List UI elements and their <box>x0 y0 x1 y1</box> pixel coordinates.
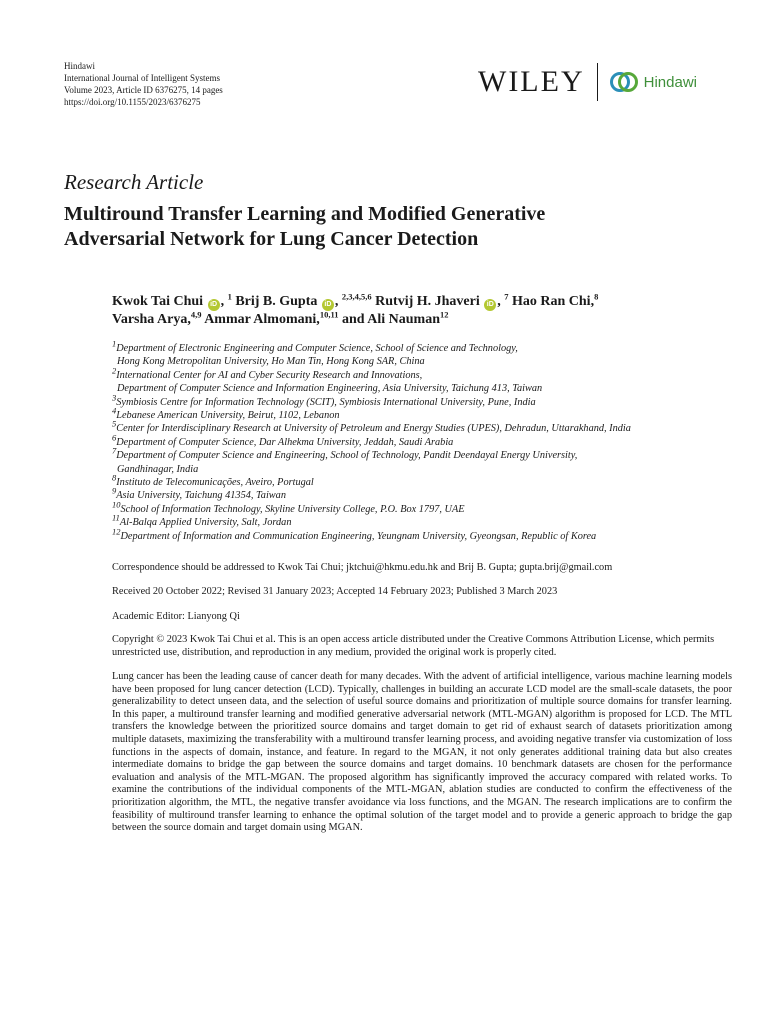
affiliation-item <box>112 472 732 489</box>
author-name: Varsha Arya, <box>112 312 191 327</box>
affiliation-item <box>112 392 732 409</box>
author-name: Kwok Tai Chui <box>112 294 204 309</box>
affiliation-sup: 11 <box>112 512 120 523</box>
affiliation-sup: 6 <box>112 432 117 443</box>
affiliation-sup: 12 <box>112 526 121 537</box>
affiliation-text: International Center for AI and Cyber Security Research and Innovations, <box>116 369 423 381</box>
affiliation-sup: 3 <box>112 392 117 403</box>
affiliation-item <box>112 499 732 516</box>
affiliation-text: Department of Computer Science, Dar Alhekma University, Jeddah, Saudi Arabia <box>116 436 454 448</box>
affiliation-item <box>112 445 732 462</box>
affiliation-sup: 8 <box>112 472 117 483</box>
affiliation-continuation: Department of Computer Science and Information Engineering, Asia University, Taichung 413, Taiwan <box>117 383 543 395</box>
author-name: Ammar Almomani, <box>204 312 320 327</box>
affiliation-item <box>112 512 732 529</box>
affiliation-sup: 7 <box>112 445 117 456</box>
copyright-notice: Copyright © 2023 Kwok Tai Chui et al. This is an open access article distributed under the Creative Commons Attribution License, which permits unrestricted use, distribution, and reproduction in any medium, provided the original work is properly cited. <box>112 634 715 658</box>
affiliation-list <box>112 338 732 543</box>
affiliation-item <box>112 419 732 435</box>
author-affil-sup: 1 <box>227 291 232 302</box>
journal-name: International Journal of Intelligent Systems <box>64 73 220 83</box>
author-name: Hao Ran Chi, <box>512 294 595 309</box>
affiliation-sup: 4 <box>112 405 117 416</box>
affiliation-item <box>112 338 732 355</box>
affiliation-item <box>112 486 732 502</box>
author-affil-sup: 4,9 <box>190 309 202 320</box>
wiley-logo: WILEY <box>478 65 585 98</box>
affiliation-continuation: Gandhinagar, India <box>117 463 199 475</box>
orcid-icon[interactable]: iD <box>322 299 334 311</box>
orcid-icon[interactable]: iD <box>208 299 220 311</box>
article-title <box>64 202 704 252</box>
doi-link[interactable]: https://doi.org/10.1155/2023/6376275 <box>64 97 201 107</box>
publisher-name: Hindawi <box>64 61 95 71</box>
affiliation-text: Department of Information and Communication Engineering, Yeungnam University, Gyeongsan, Republic of Korea <box>120 530 597 542</box>
affiliation-text: Instituto de Telecomunicações, Aveiro, Portugal <box>116 477 314 489</box>
author-affil-sup: 2,3,4,5,6 <box>341 291 372 302</box>
author-separator: , <box>334 294 342 309</box>
title-line: Multiround Transfer Learning and Modified Generative <box>64 203 546 225</box>
volume-line: Volume 2023, Article ID 6376275, 14 pages <box>64 85 223 95</box>
affiliation-sup: 10 <box>112 499 121 510</box>
author-affil-sup: 12 <box>440 309 449 320</box>
author-affil-sup: 7 <box>504 291 509 302</box>
affiliation-text: Lebanese American University, Beirut, 1102, Lebanon <box>116 410 340 422</box>
affiliation-text: Center for Interdisciplinary Research at University of Petroleum and Energy Studies (UPES), Dehradun, Uttarakhand, India <box>116 423 631 435</box>
article-type: Research Article <box>64 170 204 194</box>
affiliation-item <box>112 526 732 543</box>
affiliation-item <box>112 432 732 449</box>
correspondence-line: Correspondence should be addressed to Kwok Tai Chui; jktchui@hkmu.edu.hk and Brij B. Gupta; gupta.brij@gmail.com <box>112 562 613 573</box>
affiliation-sup: 2 <box>112 365 117 376</box>
author-line <box>112 293 732 311</box>
abstract-text: Lung cancer has been the leading cause of cancer death for many decades. With the advent of artificial intelligence, various machine learning models have been proposed for lung cancer detection (LCD). Typically, challenges in building an accurate LCD model are the small-scale datasets, the poor generalizability to detect unseen data, and the selection of useful source domains and prioritization of multiple source domains for transfer learning. In this paper, a multiround transfer learning and modified generative adversarial network (MTL-MGAN) algorithm is proposed for LCD. The MTL transfers the knowledge between the prioritized source domains and target domain to get rid of exhaust search of datasets prioritization among multiple datasets, maximizing the transferability with a multiround transfer learning process, and avoiding negative transfer via customization of loss functions in the aspects of domain, instance, and feature. In regard to the MGAN, it not only generates additional training data but also creates intermediate domains to bridge the gap between the source domains and target domains. 10 benchmark datasets are chosen for the performance evaluation and analysis of the MTL-MGAN. The proposed algorithm has significantly improved the accuracy compared with related works. To examine the contributions of the individual components of the MTL-MGAN, ablation studies are conducted to confirm the effectiveness of the prioritization algorithm, the MTL, the negative transfer avoidance via loss functions, and the MGAN. The research implications are to confirm the feasibility of multiround transfer learning to enhance the optimal solution of the target model and to provide a generic approach to bridge the gap between the source domain and target domain using MGAN. <box>112 671 732 834</box>
hindawi-rings-icon <box>609 71 639 93</box>
author-list <box>112 293 732 329</box>
affiliation-text: Asia University, Taichung 41354, Taiwan <box>116 490 286 502</box>
affiliation-item <box>112 405 732 422</box>
author-affil-sup: 10,11 <box>319 309 339 320</box>
author-separator: , <box>220 294 228 309</box>
affiliation-continuation: Hong Kong Metropolitan University, Ho Man Tin, Hong Kong SAR, China <box>117 356 425 368</box>
affiliation-text: Department of Computer Science and Engineering, School of Technology, Pandit Deendayal Energy University, <box>116 450 578 462</box>
author-name: Rutvij H. Jhaveri <box>375 294 480 309</box>
affiliation-sup: 1 <box>112 338 117 349</box>
hindawi-logo <box>609 71 697 93</box>
affiliation-text: School of Information Technology, Skyline University College, P.O. Box 1797, UAE <box>120 503 465 515</box>
affiliation-text: Symbiosis Centre for Information Technology (SCIT), Symbiosis International University, Pune, India <box>116 396 536 408</box>
dates-line: Received 20 October 2022; Revised 31 January 2023; Accepted 14 February 2023; Published 3 March 2023 <box>112 586 558 597</box>
author-line <box>112 311 732 329</box>
hindawi-wordmark: Hindawi <box>643 73 697 91</box>
affiliation-item <box>112 365 732 382</box>
journal-meta <box>64 60 223 108</box>
author-separator: , <box>497 294 505 309</box>
brand-divider <box>597 63 598 101</box>
academic-editor-line: Academic Editor: Lianyong Qi <box>112 611 240 622</box>
publisher-brand <box>478 62 697 102</box>
orcid-icon[interactable]: iD <box>484 299 496 311</box>
author-affil-sup: 8 <box>594 291 599 302</box>
affiliation-sup: 9 <box>112 486 117 497</box>
title-line: Adversarial Network for Lung Cancer Detection <box>64 228 479 250</box>
author-name: Brij B. Gupta <box>235 294 318 309</box>
affiliation-sup: 5 <box>112 419 117 430</box>
author-name: and Ali Nauman <box>341 312 441 327</box>
affiliation-text: Al-Balqa Applied University, Salt, Jordan <box>119 517 292 529</box>
affiliation-text: Department of Electronic Engineering and Computer Science, School of Science and Technology, <box>116 343 518 354</box>
